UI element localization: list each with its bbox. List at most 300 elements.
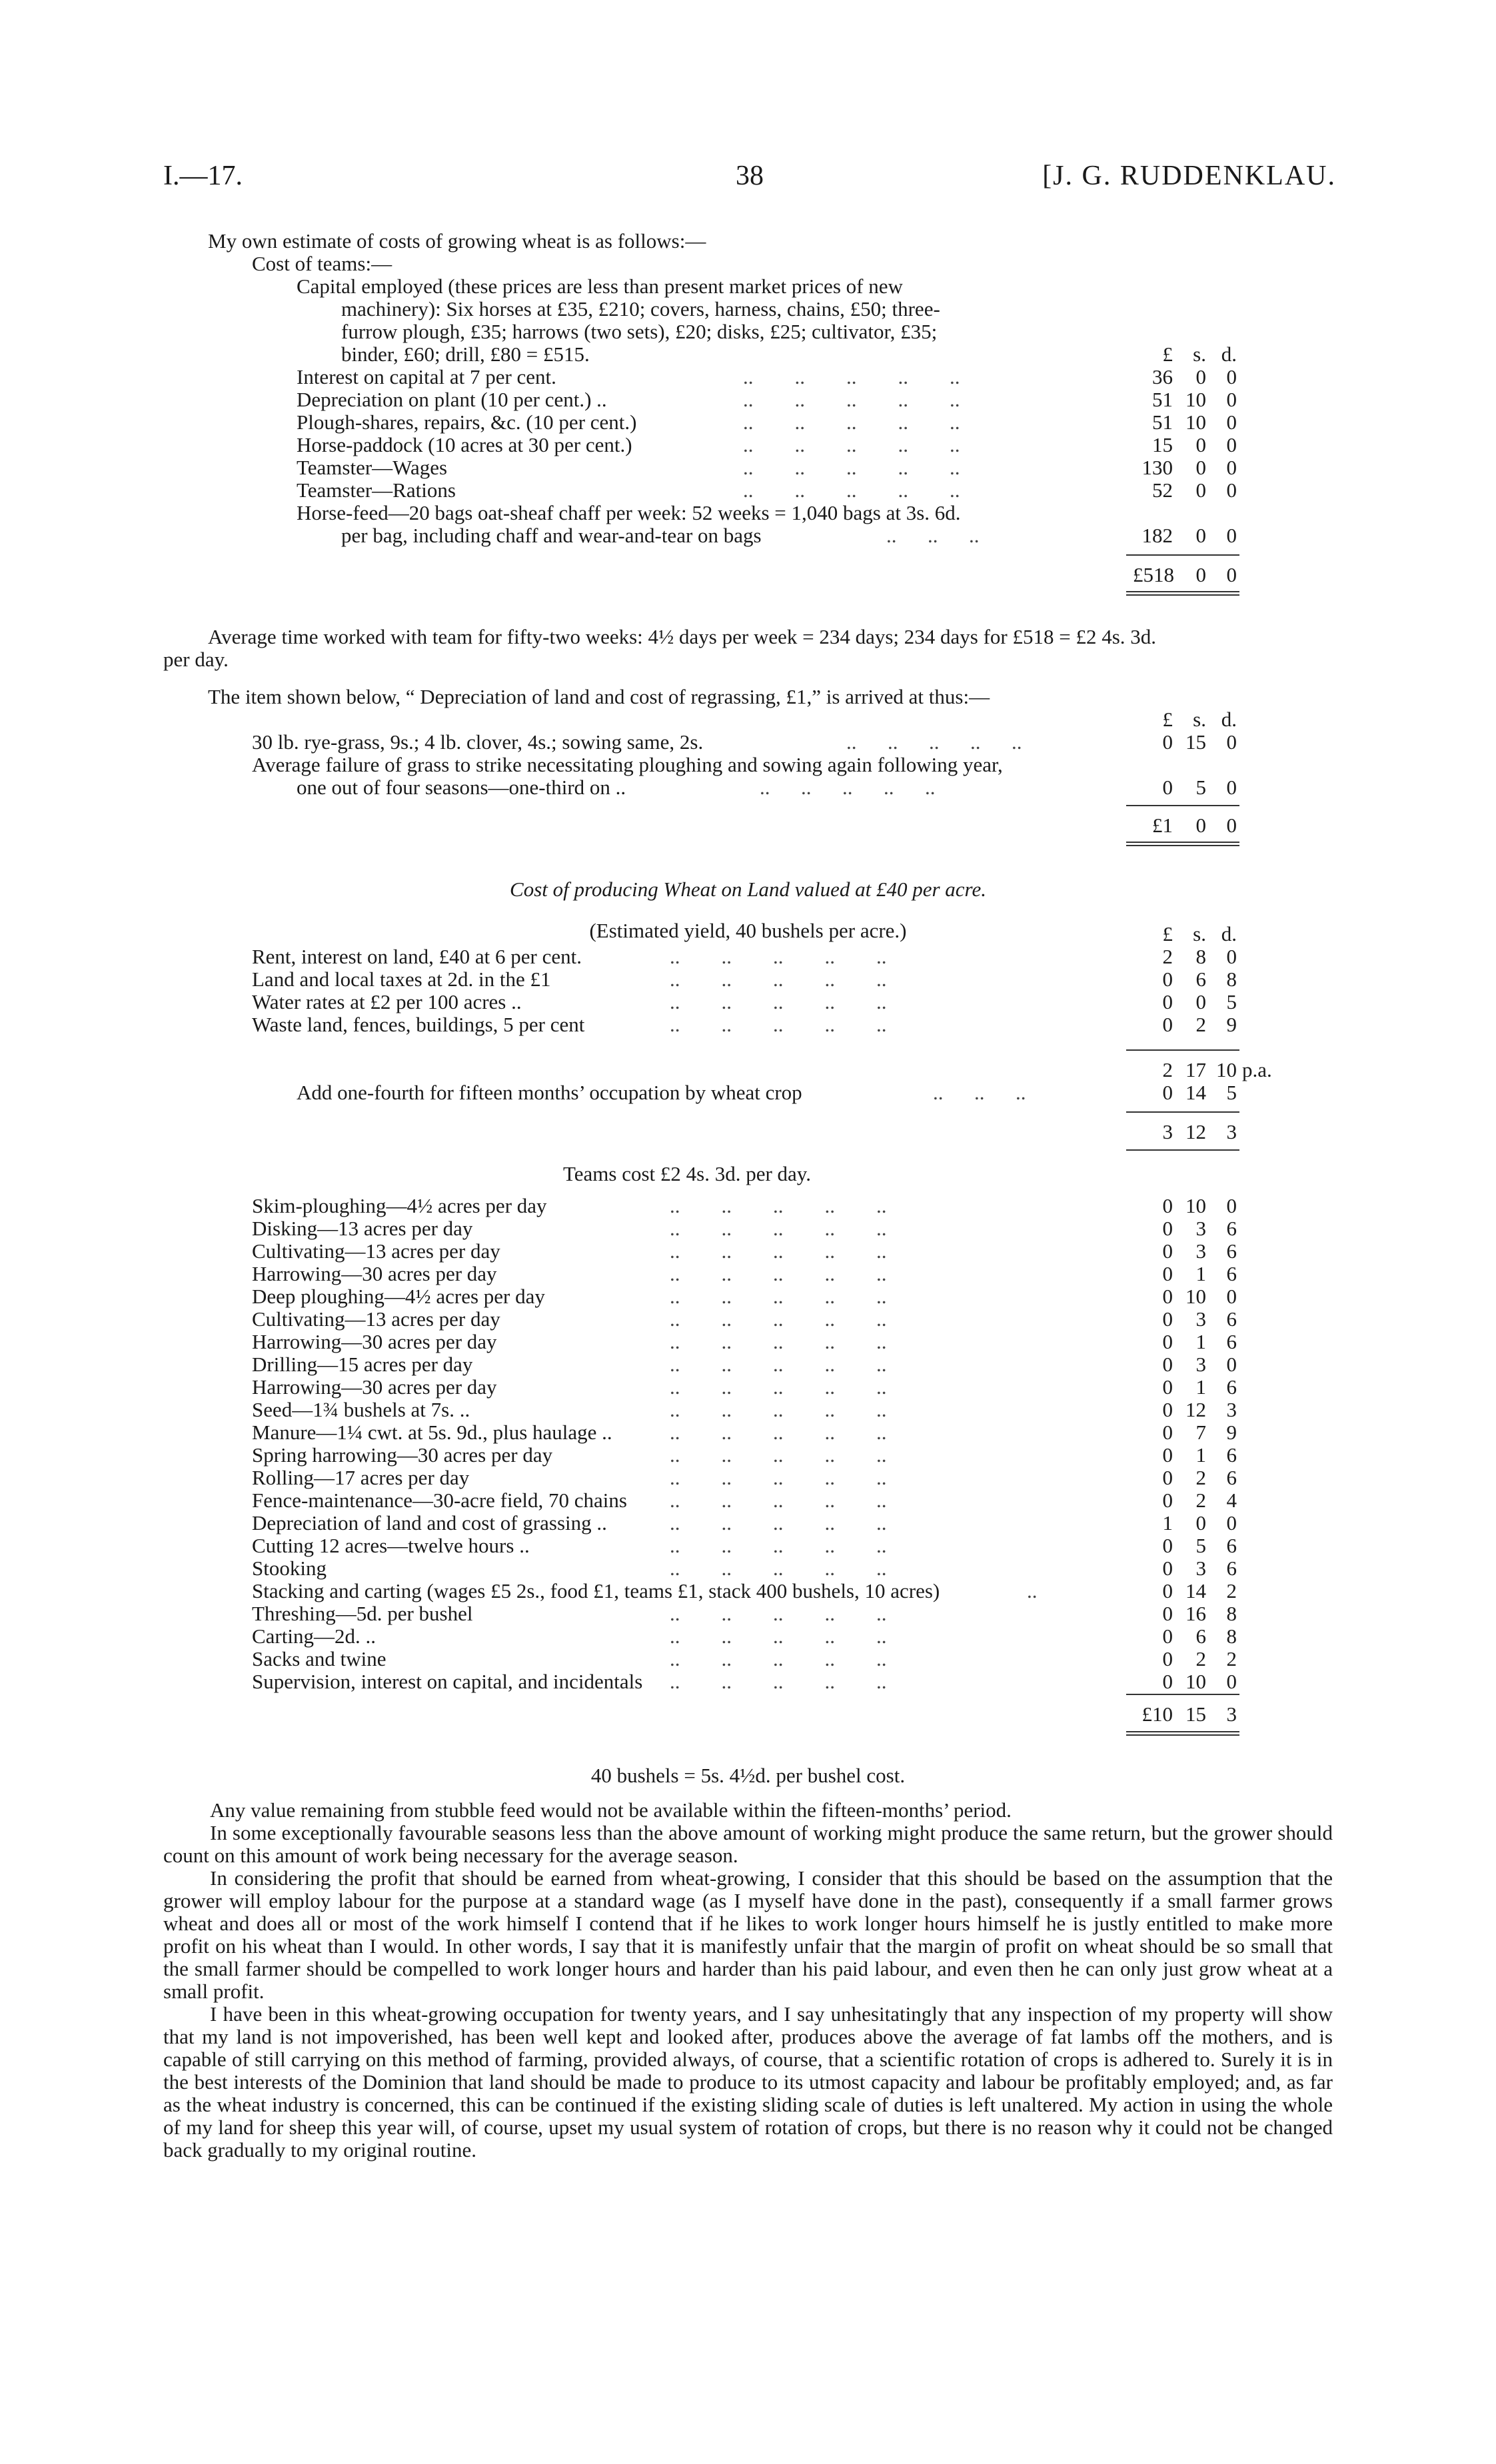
double-rule (1126, 845, 1239, 846)
shillings: 0 (1195, 563, 1206, 586)
row-label: Harrowing—30 acres per day (252, 1262, 497, 1285)
shillings: 15 (1185, 1702, 1206, 1726)
leader-dots: .. .. .. .. .. (670, 945, 887, 968)
pence: 5 (1226, 1081, 1237, 1104)
land-subtotal (1133, 1059, 1319, 1081)
leader-dots: .. (1027, 1579, 1038, 1602)
row-amount (1133, 1625, 1239, 1648)
estimate-intro: My own estimate of costs of growing wheat is as follows:— (208, 229, 706, 253)
ledger-row (252, 1308, 1126, 1331)
pounds: 0 (1162, 776, 1173, 799)
row-label: Spring harrowing—30 acres per day (252, 1443, 553, 1467)
row-amount (1133, 1308, 1239, 1331)
row-label: Cultivating—13 acres per day (252, 1239, 500, 1263)
shillings: 10 (1185, 1194, 1206, 1217)
row-amount (1133, 1602, 1239, 1625)
row-label: Interest on capital at 7 per cent. (297, 365, 556, 388)
row-label: Teamster—Wages (297, 456, 448, 479)
row-label: Rent, interest on land, £40 at 6 per cent. (252, 945, 582, 968)
pence: 6 (1226, 1262, 1237, 1285)
row-label: Teamster—Rations (297, 478, 456, 502)
pounds: 36 (1152, 365, 1173, 388)
row-label: Fence-maintenance—30-acre field, 70 chains (252, 1489, 627, 1512)
leader-dots: .. .. .. .. .. (670, 1375, 887, 1399)
pounds: 0 (1162, 1013, 1173, 1036)
shillings: 15 (1185, 730, 1206, 754)
shillings-head: s. (1193, 708, 1206, 731)
average-time-line: per day. (163, 648, 229, 671)
row-amount (1133, 479, 1239, 502)
row-amount (1133, 1557, 1239, 1580)
ledger-row (252, 1535, 1126, 1557)
teams-cost-heading: Teams cost £2 4s. 3d. per day. (563, 1162, 812, 1185)
paragraph: Any value remaining from stubble feed would not be available within the fifteen-months’ period. (210, 1798, 1012, 1822)
subtotal-rule (1126, 1049, 1239, 1051)
leader-dots: .. .. .. .. .. (670, 1489, 887, 1512)
total-rule (1126, 1149, 1239, 1151)
shillings: 10 (1185, 1285, 1206, 1308)
shillings: 5 (1195, 776, 1206, 799)
leader-dots: .. .. .. .. .. (670, 1421, 887, 1444)
row-amount (1133, 1444, 1239, 1467)
row-amount (1133, 1331, 1239, 1353)
ledger-row (297, 456, 1126, 479)
leader-dots: .. .. .. .. .. (670, 1398, 887, 1421)
ledger-row (252, 1557, 1126, 1580)
pence: 0 (1226, 456, 1237, 479)
regrass-item: Average failure of grass to strike necessitating ploughing and sowing again following year, (252, 753, 1003, 776)
row-amount (1133, 1580, 1239, 1602)
column-heads (1133, 923, 1239, 945)
pounds: 0 (1162, 1443, 1173, 1467)
pounds: 0 (1162, 1353, 1173, 1376)
pence: 2 (1226, 1579, 1237, 1602)
pence: 6 (1226, 1443, 1237, 1467)
leader-dots: .. .. .. .. .. (670, 967, 887, 991)
row-amount (1133, 1489, 1239, 1512)
shillings: 5 (1195, 1534, 1206, 1557)
row-amount (1133, 1512, 1239, 1535)
leader-dots: .. .. .. .. .. (670, 1285, 887, 1308)
shillings: 16 (1185, 1602, 1206, 1625)
row-label: Seed—1¾ bushels at 7s. .. (252, 1398, 470, 1421)
pounds: £10 (1141, 1702, 1173, 1726)
ledger-row (252, 1217, 1126, 1240)
ledger-row (297, 411, 1126, 434)
pounds: 15 (1152, 433, 1173, 456)
ledger-row (252, 1195, 1126, 1217)
pounds: 0 (1162, 1534, 1173, 1557)
ledger-row (252, 1013, 1126, 1036)
leader-dots: .. .. .. (886, 524, 980, 547)
paragraph: I have been in this wheat-growing occupation for twenty years, and I say unhesitatingly that any inspection of my property will show that my land is not impoverished, has been well kept and looked after, produces above the average of fat lambs off the mothers, and is capable of still carrying on this method of farming, provided always, of course, that a scientific rotation of crops is adhered to. Surely it is in the best interests of the Dominion that land should be made to produce to its utmost capacity and labour be profitably employed; and, as far as the wheat industry is concerned, this can be continued if the existing sliding scale of duties is left unaltered. My action in using the whole of my land for sheep this year will, of course, upset my usual system of rotation of crops, but there is no reason why it could not be changed back gradually to my original routine. (163, 2002, 1333, 2161)
pence: 0 (1226, 945, 1237, 968)
shillings: 0 (1195, 814, 1206, 837)
regrass-amount (1133, 731, 1239, 754)
ledger-row (252, 1376, 1126, 1399)
column-heads (1133, 343, 1239, 366)
pounds-head: £ (1162, 708, 1173, 731)
row-label: Land and local taxes at 2d. in the £1 (252, 967, 551, 991)
shillings: 14 (1185, 1081, 1206, 1104)
shillings: 0 (1195, 990, 1206, 1013)
pounds-head: £ (1162, 922, 1173, 945)
shillings: 1 (1195, 1375, 1206, 1399)
pence-head: d. (1221, 922, 1237, 945)
leader-dots: .. .. .. .. .. (670, 1013, 887, 1036)
teams-total (1133, 564, 1239, 586)
row-amount (1133, 1535, 1239, 1557)
paper-reference: I.—17. (163, 161, 243, 191)
leader-dots: .. .. .. .. .. (743, 433, 960, 456)
row-label: Water rates at £2 per 100 acres .. (252, 990, 522, 1013)
double-rule (1126, 842, 1239, 843)
row-amount (1133, 456, 1239, 479)
cost-of-teams-heading: Cost of teams:— (252, 252, 392, 275)
pounds: 0 (1162, 1556, 1173, 1580)
pence: 3 (1226, 1120, 1237, 1143)
pounds: 0 (1162, 990, 1173, 1013)
leader-dots: .. .. .. .. .. (670, 1307, 887, 1331)
leader-dots: .. .. .. .. .. (743, 478, 960, 502)
pence: 6 (1226, 1217, 1237, 1240)
shillings: 2 (1195, 1013, 1206, 1036)
row-label: Cutting 12 acres—twelve hours .. (252, 1534, 530, 1557)
ledger-row (252, 1512, 1126, 1535)
row-amount (1133, 411, 1239, 434)
ledger-row (297, 434, 1126, 456)
pence: 0 (1226, 410, 1237, 434)
shillings: 3 (1195, 1556, 1206, 1580)
shillings: 0 (1195, 365, 1206, 388)
pence: 6 (1226, 1466, 1237, 1489)
leader-dots: .. .. .. .. .. (743, 456, 960, 479)
row-label: Harrowing—30 acres per day (252, 1375, 497, 1399)
add-amount (1133, 1081, 1239, 1104)
row-amount (1133, 1467, 1239, 1489)
leader-dots: .. .. .. .. .. (670, 1262, 887, 1285)
shillings: 2 (1195, 1647, 1206, 1670)
pence: 3 (1226, 1702, 1237, 1726)
shillings: 3 (1195, 1353, 1206, 1376)
pence: 8 (1226, 1602, 1237, 1625)
pence: 0 (1226, 1511, 1237, 1535)
horsefeed-line: per bag, including chaff and wear-and-tear on bags (341, 524, 762, 547)
shillings: 0 (1195, 456, 1206, 479)
pounds-head: £ (1162, 342, 1173, 366)
ledger-row (297, 479, 1126, 502)
ledger-row (252, 1580, 1126, 1602)
per-bushel-cost: 40 bushels = 5s. 4½d. per bushel cost. (590, 1764, 906, 1787)
paragraph: In considering the profit that should be earned from wheat-growing, I consider that this should be based on the assumption that the grower will employ labour for the purpose at a standard wage (as I myself have done in the past), consequently if a small farmer grows wheat and does all or most of the work himself I contend that if he likes to work longer hours himself he is justly entitled to make more profit on his wheat than I would. In other words, I say that it is manifestly unfair that the margin of profit on wheat should be so small that the small farmer should be compelled to work longer hours and harder than his paid labour, and even then he can only just grow wheat at a small profit. (163, 1866, 1333, 2003)
ledger-row (252, 1602, 1126, 1625)
pence: 6 (1226, 1307, 1237, 1331)
pence: 4 (1226, 1489, 1237, 1512)
leader-dots: .. .. .. .. .. (670, 1443, 887, 1467)
pence: 6 (1226, 1330, 1237, 1353)
pounds: 0 (1162, 1375, 1173, 1399)
regrass-intro: The item shown below, “ Depreciation of land and cost of regrassing, £1,” is arrived at thus:— (208, 685, 990, 708)
land-total (1133, 1121, 1239, 1143)
shillings: 6 (1195, 967, 1206, 991)
pounds: 0 (1162, 1239, 1173, 1263)
shillings: 1 (1195, 1262, 1206, 1285)
pence: 0 (1226, 388, 1237, 411)
double-rule (1126, 594, 1239, 596)
pounds: 1 (1162, 1511, 1173, 1535)
shillings: 0 (1195, 1511, 1206, 1535)
shillings: 0 (1195, 433, 1206, 456)
shillings: 7 (1195, 1421, 1206, 1444)
row-amount (1133, 1353, 1239, 1376)
shillings: 12 (1185, 1120, 1206, 1143)
pence: 8 (1226, 967, 1237, 991)
pounds: 52 (1152, 478, 1173, 502)
leader-dots: .. .. .. .. .. (760, 776, 936, 799)
row-amount (1133, 1195, 1239, 1217)
pounds: 182 (1141, 524, 1173, 547)
double-rule (1126, 1731, 1239, 1732)
leader-dots: .. .. .. .. .. (670, 1194, 887, 1217)
shillings: 2 (1195, 1489, 1206, 1512)
pence-head: d. (1221, 342, 1237, 366)
pounds: 0 (1162, 1217, 1173, 1240)
row-label: Disking—13 acres per day (252, 1217, 473, 1240)
row-label: Drilling—15 acres per day (252, 1353, 473, 1376)
row-amount (1133, 1670, 1239, 1693)
row-label: Deep ploughing—4½ acres per day (252, 1285, 545, 1308)
pounds: 3 (1162, 1120, 1173, 1143)
row-amount (1133, 1399, 1239, 1421)
ledger-row (252, 945, 1126, 968)
body-text (163, 1799, 1333, 2161)
leader-dots: .. .. .. .. .. (670, 1670, 887, 1693)
pence: 6 (1226, 1534, 1237, 1557)
pence: 10 (1216, 1058, 1237, 1081)
pounds: 0 (1162, 1081, 1173, 1104)
ledger-row (252, 1399, 1126, 1421)
author-name: [J. G. RUDDENKLAU. (1042, 161, 1336, 191)
shillings: 3 (1195, 1217, 1206, 1240)
pence: 0 (1226, 730, 1237, 754)
pounds: 0 (1162, 1194, 1173, 1217)
shillings: 10 (1185, 388, 1206, 411)
leader-dots: .. .. .. .. .. (846, 730, 1022, 754)
pounds: 130 (1141, 456, 1173, 479)
horsefeed-amount (1133, 524, 1239, 547)
double-rule (1126, 1734, 1239, 1736)
ledger-row (252, 1489, 1126, 1512)
row-amount (1133, 968, 1239, 991)
leader-dots: .. .. .. .. .. (743, 388, 960, 411)
shillings: 0 (1195, 524, 1206, 547)
leader-dots: .. .. .. .. .. (670, 1330, 887, 1353)
pence: 9 (1226, 1013, 1237, 1036)
leader-dots: .. .. .. .. .. (670, 1624, 887, 1648)
pence: 6 (1226, 1556, 1237, 1580)
leader-dots: .. .. .. .. .. (670, 1534, 887, 1557)
pence: 6 (1226, 1239, 1237, 1263)
pounds: 0 (1162, 1262, 1173, 1285)
leader-dots: .. .. .. .. .. (670, 1647, 887, 1670)
pounds: 51 (1152, 388, 1173, 411)
pounds: 0 (1162, 1398, 1173, 1421)
pounds: 0 (1162, 1489, 1173, 1512)
pounds: 0 (1162, 1285, 1173, 1308)
ledger-row (252, 1670, 1126, 1693)
shillings: 8 (1195, 945, 1206, 968)
ledger-row (252, 1467, 1126, 1489)
pence: 6 (1226, 1375, 1237, 1399)
double-rule (1126, 591, 1239, 592)
shillings: 2 (1195, 1466, 1206, 1489)
regrass-item: one out of four seasons—one-third on .. (297, 776, 626, 799)
ledger-row (297, 366, 1126, 388)
row-amount (1133, 1013, 1239, 1036)
regrass-total (1133, 814, 1239, 837)
row-label: Threshing—5d. per bushel (252, 1602, 473, 1625)
shillings: 3 (1195, 1239, 1206, 1263)
pounds: 51 (1152, 410, 1173, 434)
leader-dots: .. .. .. .. .. (670, 1466, 887, 1489)
pounds: 2 (1162, 945, 1173, 968)
pence: 0 (1226, 1285, 1237, 1308)
leader-dots: .. .. .. .. .. (743, 365, 960, 388)
wheat-subtitle: (Estimated yield, 40 bushels per acre.) (589, 919, 907, 942)
leader-dots: .. .. .. (933, 1081, 1026, 1104)
pence: 0 (1226, 1194, 1237, 1217)
pounds: 0 (1162, 1624, 1173, 1648)
pounds: £1 (1152, 814, 1173, 837)
leader-dots: .. .. .. .. .. (670, 990, 887, 1013)
leader-dots: .. .. .. .. .. (670, 1602, 887, 1625)
row-amount (1133, 991, 1239, 1013)
row-label: Rolling—17 acres per day (252, 1466, 470, 1489)
pence: 5 (1226, 990, 1237, 1013)
ledger-row (297, 388, 1126, 411)
row-label: Depreciation of land and cost of grassing .. (252, 1511, 607, 1535)
regrass-item: 30 lb. rye-grass, 9s.; 4 lb. clover, 4s.; sowing same, 2s. (252, 730, 704, 754)
pounds: 0 (1162, 1670, 1173, 1693)
ledger-row (252, 1625, 1126, 1648)
pence: 8 (1226, 1624, 1237, 1648)
subtotal-rule (1126, 1111, 1239, 1113)
per-annum-suffix: p.a. (1242, 1058, 1272, 1081)
row-amount (1133, 1376, 1239, 1399)
pence: 0 (1226, 524, 1237, 547)
pence: 0 (1226, 433, 1237, 456)
total-rule (1126, 1694, 1239, 1695)
pounds: 2 (1162, 1058, 1173, 1081)
pence: 0 (1226, 365, 1237, 388)
row-label: Depreciation on plant (10 per cent.) .. (297, 388, 607, 411)
capital-line: binder, £60; drill, £80 = £515. (341, 342, 590, 366)
ledger-row (252, 1353, 1126, 1376)
shillings-head: s. (1193, 922, 1206, 945)
pounds: 0 (1162, 1647, 1173, 1670)
capital-line: machinery): Six horses at £35, £210; covers, harness, chains, £50; three- (341, 297, 940, 320)
row-amount (1133, 434, 1239, 456)
ledger-row (252, 1285, 1126, 1308)
row-amount (1133, 1217, 1239, 1240)
pounds: 0 (1162, 1579, 1173, 1602)
leader-dots: .. .. .. .. .. (670, 1239, 887, 1263)
ledger-row (252, 1648, 1126, 1670)
pounds: 0 (1162, 730, 1173, 754)
horsefeed-line: Horse-feed—20 bags oat-sheaf chaff per week: 52 weeks = 1,040 bags at 3s. 6d. (297, 501, 961, 524)
row-label: Manure—1¼ cwt. at 5s. 9d., plus haulage .. (252, 1421, 612, 1444)
row-amount (1133, 1648, 1239, 1670)
leader-dots: .. .. .. .. .. (670, 1217, 887, 1240)
leader-dots: .. .. .. .. .. (670, 1353, 887, 1376)
row-label: Waste land, fences, buildings, 5 per cent (252, 1013, 585, 1036)
row-label: Stooking (252, 1556, 327, 1580)
pounds: £518 (1133, 563, 1174, 586)
row-label: Horse-paddock (10 acres at 30 per cent.) (297, 433, 632, 456)
row-amount (1133, 1263, 1239, 1285)
row-amount (1133, 1240, 1239, 1263)
ledger-row (252, 1240, 1126, 1263)
pence: 0 (1226, 563, 1237, 586)
row-label: Skim-ploughing—4½ acres per day (252, 1194, 547, 1217)
shillings: 0 (1195, 478, 1206, 502)
row-label: Carting—2d. .. (252, 1624, 376, 1648)
page-number: 38 (736, 161, 764, 191)
shillings: 1 (1195, 1443, 1206, 1467)
ledger-row (252, 1444, 1126, 1467)
capital-line: Capital employed (these prices are less than present market prices of new (297, 275, 903, 298)
leader-dots: .. .. .. .. .. (743, 410, 960, 434)
pence: 0 (1226, 478, 1237, 502)
column-heads (1133, 708, 1239, 731)
row-label: Sacks and twine (252, 1647, 386, 1670)
shillings: 17 (1185, 1058, 1206, 1081)
wheat-title: Cost of producing Wheat on Land valued at £40 per acre. (510, 878, 986, 901)
row-amount (1133, 388, 1239, 411)
row-amount (1133, 1421, 1239, 1444)
add-one-fourth: Add one-fourth for fifteen months’ occupation by wheat crop (297, 1081, 802, 1104)
pence: 2 (1226, 1647, 1237, 1670)
grand-total (1133, 1703, 1239, 1726)
ledger-row (252, 991, 1126, 1013)
pounds: 0 (1162, 967, 1173, 991)
shillings: 3 (1195, 1307, 1206, 1331)
paragraph: In some exceptionally favourable seasons less than the above amount of working might produce the same return, but the grower should count on this amount of work being necessary for the average season. (163, 1821, 1333, 1867)
pounds: 0 (1162, 1421, 1173, 1444)
ledger-row (252, 1263, 1126, 1285)
average-time-line: Average time worked with team for fifty-two weeks: 4½ days per week = 234 days; 234 days for £518 = £2 4s. 3d. (208, 625, 1157, 648)
pence: 0 (1226, 1353, 1237, 1376)
pence-head: d. (1221, 708, 1237, 731)
shillings-head: s. (1193, 342, 1206, 366)
pounds: 0 (1162, 1602, 1173, 1625)
regrass-amount (1133, 776, 1239, 799)
pence: 0 (1226, 1670, 1237, 1693)
page-header (163, 160, 1336, 200)
row-label: Supervision, interest on capital, and incidentals (252, 1670, 643, 1693)
shillings: 10 (1185, 410, 1206, 434)
leader-dots: .. .. .. .. .. (670, 1511, 887, 1535)
row-label: Plough-shares, repairs, &c. (10 per cent.) (297, 410, 637, 434)
row-label: Harrowing—30 acres per day (252, 1330, 497, 1353)
shillings: 6 (1195, 1624, 1206, 1648)
pounds: 0 (1162, 1466, 1173, 1489)
shillings: 12 (1185, 1398, 1206, 1421)
total-rule (1126, 554, 1239, 556)
pence: 0 (1226, 814, 1237, 837)
row-label: Cultivating—13 acres per day (252, 1307, 500, 1331)
pence: 3 (1226, 1398, 1237, 1421)
